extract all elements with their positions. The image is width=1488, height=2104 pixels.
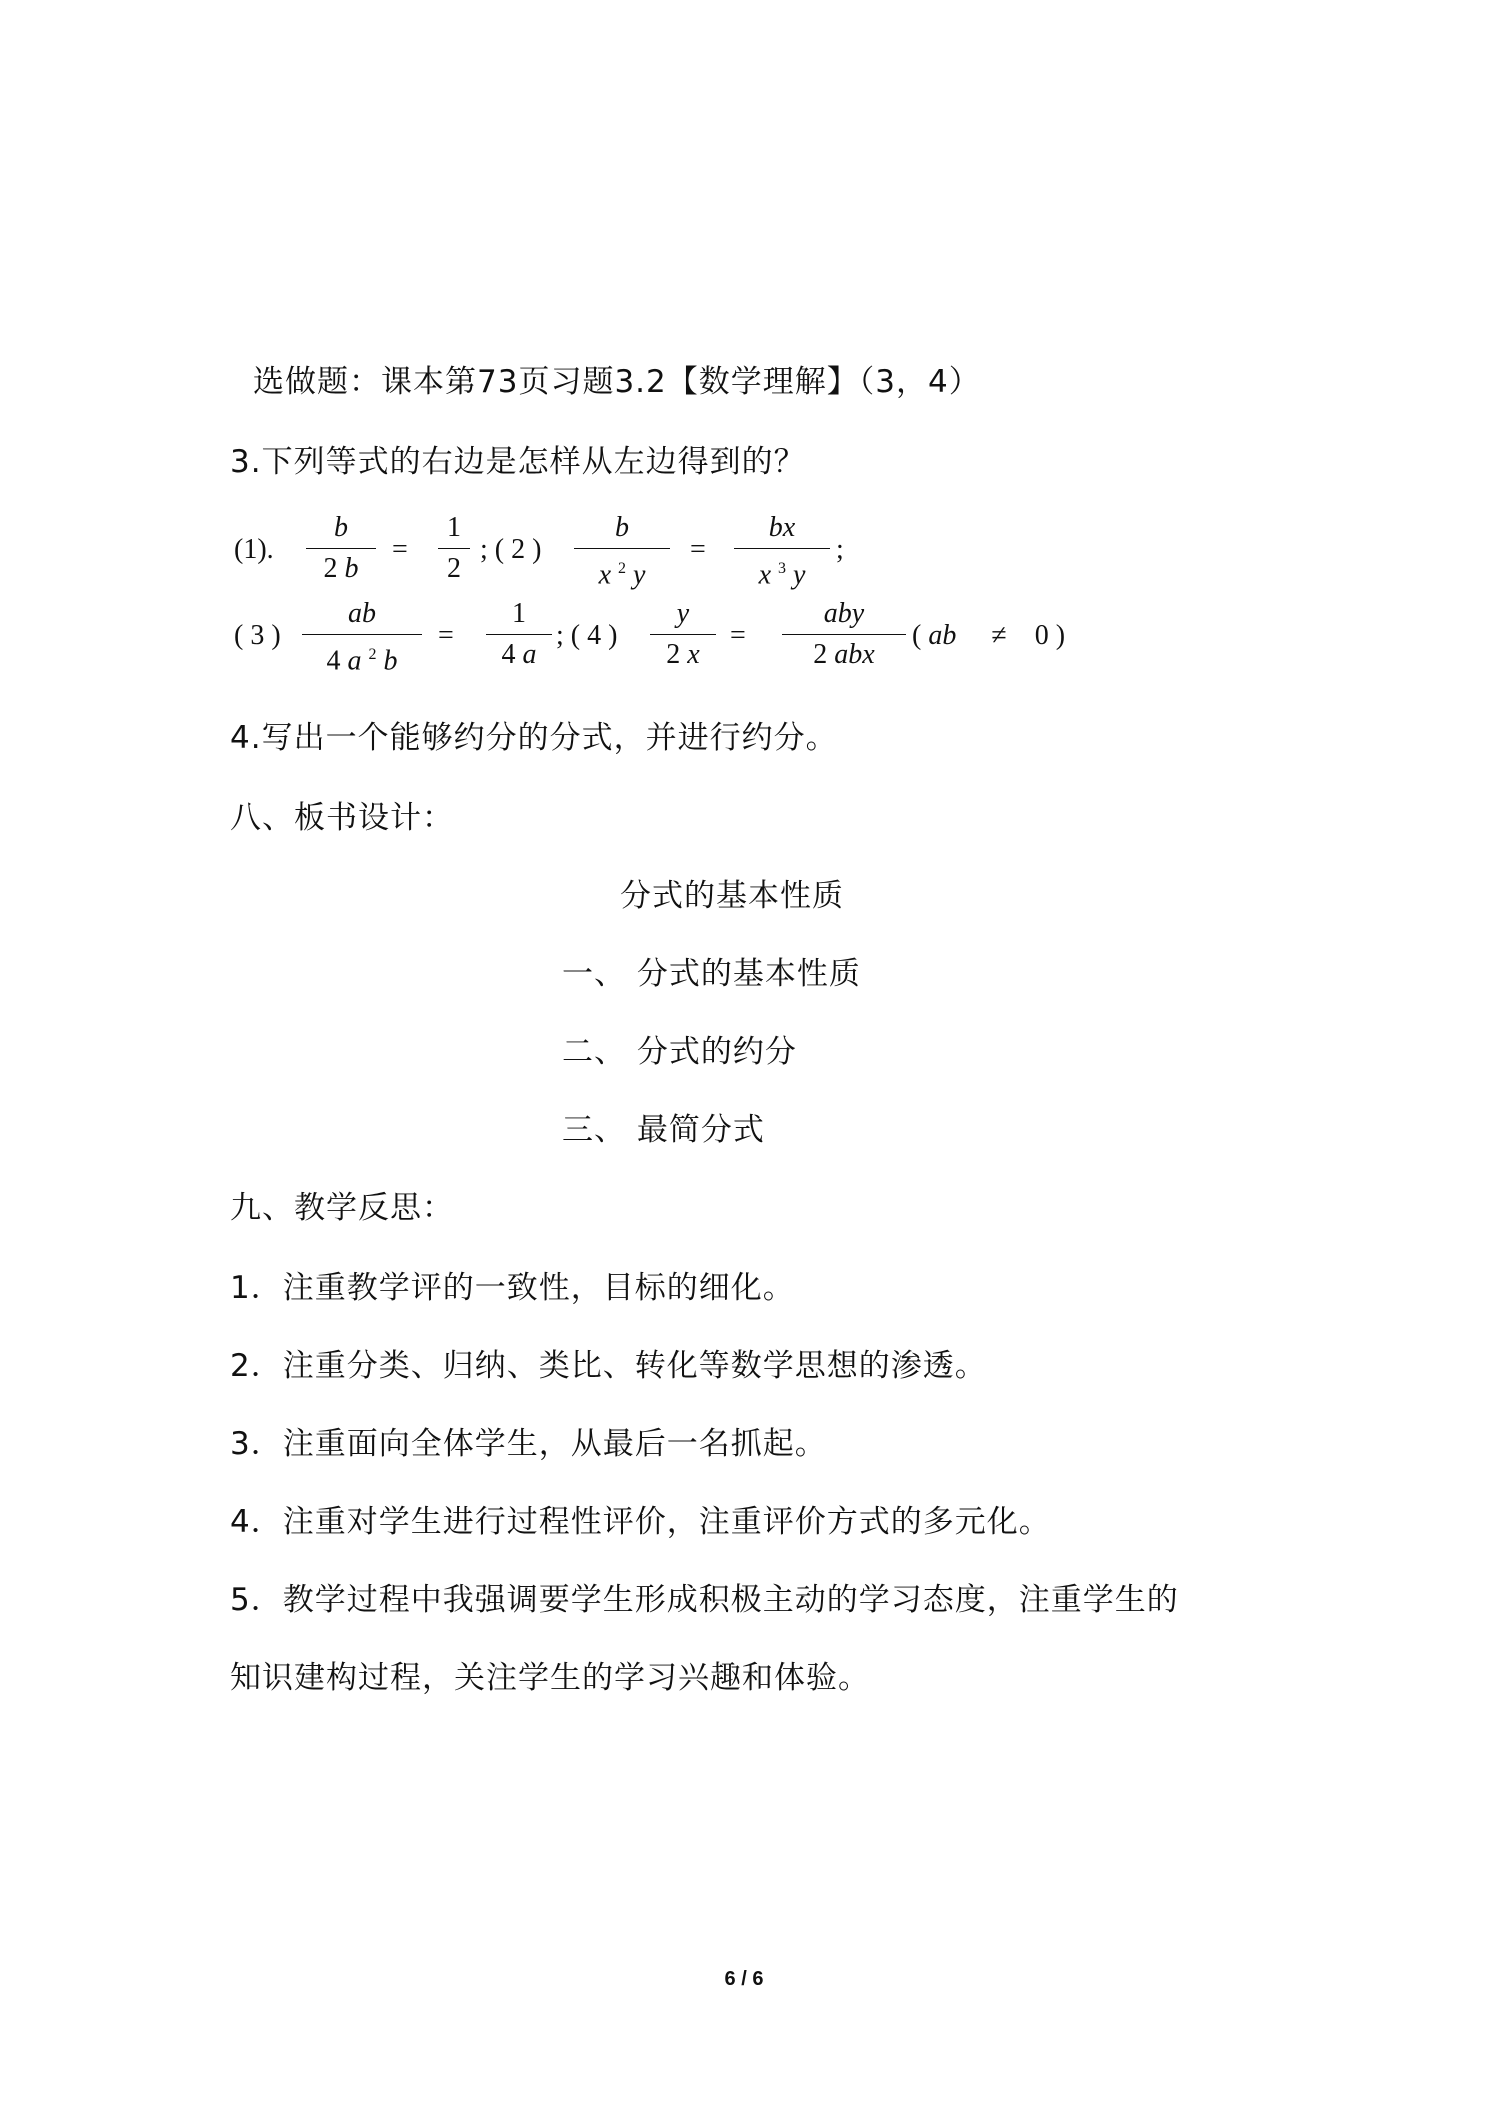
eq1-right-fraction: 1 2 bbox=[438, 512, 470, 585]
equals: = bbox=[690, 534, 706, 565]
question-4: 4.写出一个能够约分的分式，并进行约分。 bbox=[230, 720, 838, 756]
reflection-5: 5．教学过程中我强调要学生形成积极主动的学习态度，注重学生的 bbox=[230, 1582, 1179, 1618]
reflection-3: 3．注重面向全体学生，从最后一名抓起。 bbox=[230, 1426, 827, 1462]
semicolon: ; bbox=[836, 534, 844, 565]
reflection-5-cont: 知识建构过程，关注学生的学习兴趣和体验。 bbox=[230, 1660, 870, 1696]
eq3-left-fraction: ab 4 a $^2$ b bbox=[302, 598, 422, 677]
question-3: 3.下列等式的右边是怎样从左边得到的？ bbox=[230, 444, 806, 480]
reflection-1: 1．注重教学评的一致性，目标的细化。 bbox=[230, 1270, 795, 1306]
board-item-1: 一、 分式的基本性质 bbox=[562, 956, 861, 992]
eq2-left-fraction: b x $^2$ y bbox=[574, 512, 670, 591]
reflection-2: 2．注重分类、归纳、类比、转化等数学思想的渗透。 bbox=[230, 1348, 987, 1384]
board-item-3: 三、 最简分式 bbox=[562, 1112, 765, 1148]
reflection-4: 4．注重对学生进行过程性评价，注重评价方式的多元化。 bbox=[230, 1504, 1051, 1540]
eq2-label: ; ( 2 ) bbox=[480, 534, 542, 565]
section-8-title: 八、板书设计： bbox=[230, 800, 454, 836]
optional-task: 选做题：课本第73页习题3.2【数学理解】（3，4） bbox=[253, 364, 981, 400]
eq2-right-fraction: bx x $^3$ y bbox=[734, 512, 830, 591]
page-number: 6 / 6 bbox=[724, 1968, 764, 1990]
eq3-right-fraction: 1 4 a bbox=[486, 598, 552, 671]
eq1-label: (1). bbox=[234, 534, 274, 565]
eq4-right-fraction: aby 2 abx bbox=[782, 598, 906, 671]
board-title: 分式的基本性质 bbox=[620, 878, 844, 914]
section-9-title: 九、教学反思： bbox=[230, 1190, 454, 1226]
condition: ( ab ≠ 0 ) bbox=[912, 620, 1066, 651]
equals: = bbox=[392, 534, 408, 565]
equals: = bbox=[438, 620, 454, 651]
eq3-label: ( 3 ) bbox=[234, 620, 281, 651]
equals: = bbox=[730, 620, 746, 651]
eq1-left-fraction: b 2 b bbox=[306, 512, 376, 585]
board-item-2: 二、 分式的约分 bbox=[562, 1034, 797, 1070]
eq4-label: ; ( 4 ) bbox=[556, 620, 618, 651]
eq4-left-fraction: y 2 x bbox=[650, 598, 716, 671]
